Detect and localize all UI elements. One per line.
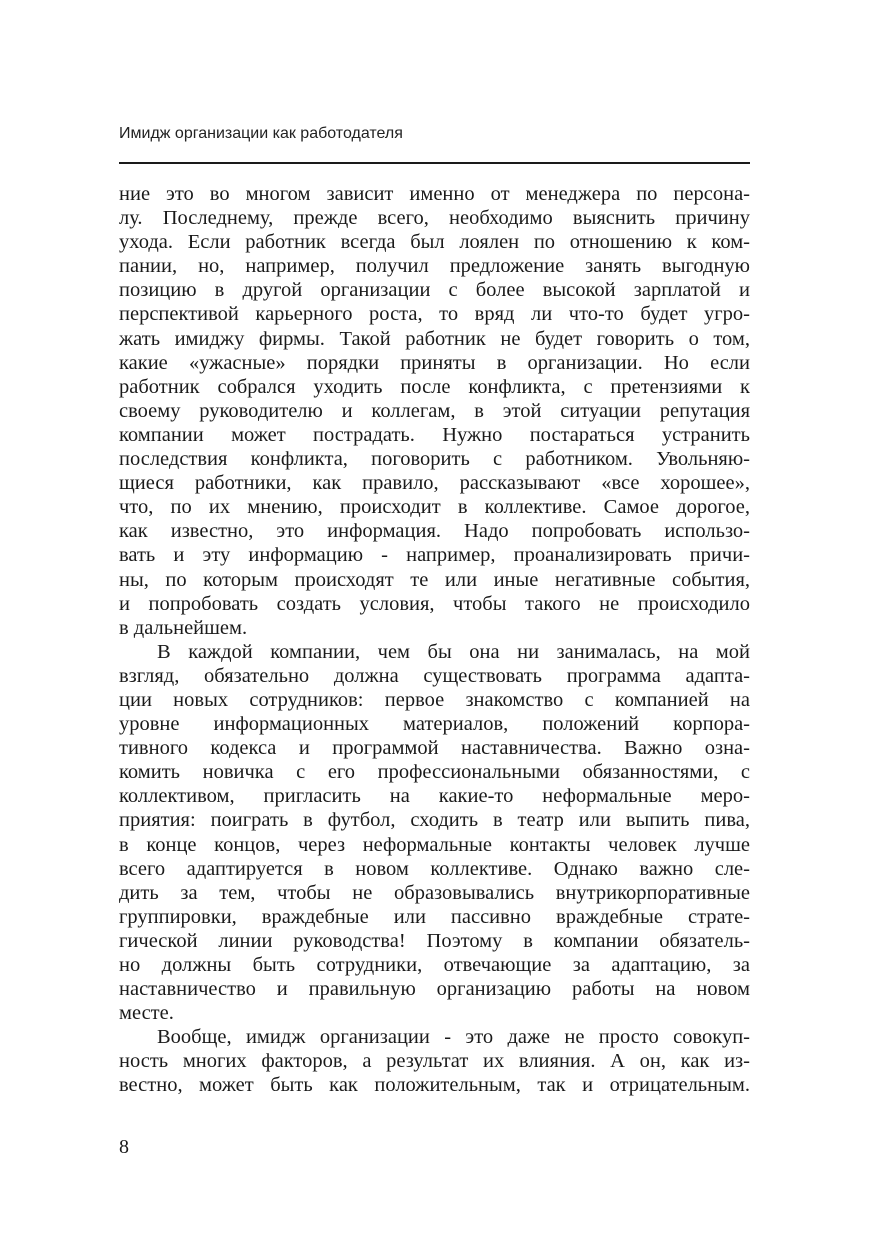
text-line: вестно, может быть как положительным, так и отрицательным.: [119, 1074, 750, 1097]
text-line: последствия конфликта, поговорить с работником. Увольняю-: [119, 448, 750, 471]
text-line: взгляд, обязательно должна существовать программа адапта-: [119, 664, 750, 687]
text-line: ухода. Если работник всегда был лоялен по отношению к ком-: [119, 231, 750, 254]
body-text: [119, 182, 750, 1098]
text-line: жать имиджу фирмы. Такой работник не будет говорить о том,: [119, 327, 750, 350]
page-number: 8: [119, 1136, 129, 1158]
text-line: гической линии руководства! Поэтому в компании обязатель-: [119, 929, 750, 952]
text-line: ции новых сотрудников: первое знакомство с компанией на: [119, 688, 750, 711]
running-header: Имидж организации как работодателя: [119, 125, 403, 142]
text-line: щиеся работники, как правило, рассказывают «все хорошее»,: [119, 472, 750, 495]
text-line: ность многих факторов, а результат их влияния. А он, как из-: [119, 1050, 750, 1073]
text-line: но должны быть сотрудники, отвечающие за адаптацию, за: [119, 954, 750, 976]
text-line: уровне информационных материалов, положений корпора-: [119, 713, 750, 736]
text-line: коллективом, пригласить на какие-то неформальные меро-: [119, 785, 750, 808]
text-line: дить за тем, чтобы не образовывались внутрикорпоративные: [119, 881, 750, 904]
text-line: вать и эту информацию - например, проанализировать причи-: [119, 544, 750, 567]
text-line: и попробовать создать условия, чтобы такого не происходило: [119, 592, 750, 615]
text-line: в дальнейшем.: [119, 616, 248, 639]
text-line: наставничество и правильную организацию работы на новом: [119, 978, 750, 1001]
text-line: позицию в другой организации с более высокой зарплатой и: [119, 279, 750, 302]
text-line: ние это во многом зависит именно от менеджера по персона-: [119, 183, 750, 205]
text-line: месте.: [119, 1002, 174, 1025]
text-line: как известно, это информация. Надо попробовать использо-: [119, 520, 750, 543]
text-line: пании, но, например, получил предложение занять выгодную: [119, 255, 750, 278]
text-line: приятия: поиграть в футбол, сходить в театр или выпить пива,: [119, 809, 750, 832]
text-line: какие «ужасные» порядки приняты в организации. Но если: [119, 351, 750, 374]
text-line: своему руководителю и коллегам, в этой ситуации репутация: [119, 399, 750, 422]
text-line: группировки, враждебные или пассивно враждебные страте-: [119, 905, 750, 928]
text-line: тивного кодекса и программой наставничества. Важно озна-: [119, 737, 750, 760]
text-line: перспективой карьерного роста, то вряд ли что-то будет угро-: [119, 303, 750, 326]
text-line: в конце концов, через неформальные контакты человек лучше: [119, 833, 750, 856]
text-line: ны, по которым происходят те или иные негативные события,: [119, 568, 750, 591]
text-line: работник собрался уходить после конфликта, с претензиями к: [119, 375, 750, 398]
text-line: всего адаптируется в новом коллективе. Однако важно сле-: [119, 857, 750, 880]
header-rule: [119, 162, 750, 164]
text-line: Вообще, имидж организации - это даже не просто совокуп-: [157, 1026, 750, 1049]
text-line: компании может пострадать. Нужно постараться устранить: [119, 423, 750, 446]
text-line: комить новичка с его профессиональными обязанностями, с: [119, 761, 750, 784]
text-line: что, по их мнению, происходит в коллективе. Самое дорогое,: [119, 496, 750, 519]
text-line: В каждой компании, чем бы она ни занималась, на мой: [157, 640, 750, 663]
text-line: лу. Последнему, прежде всего, необходимо выяснить причину: [119, 207, 750, 230]
